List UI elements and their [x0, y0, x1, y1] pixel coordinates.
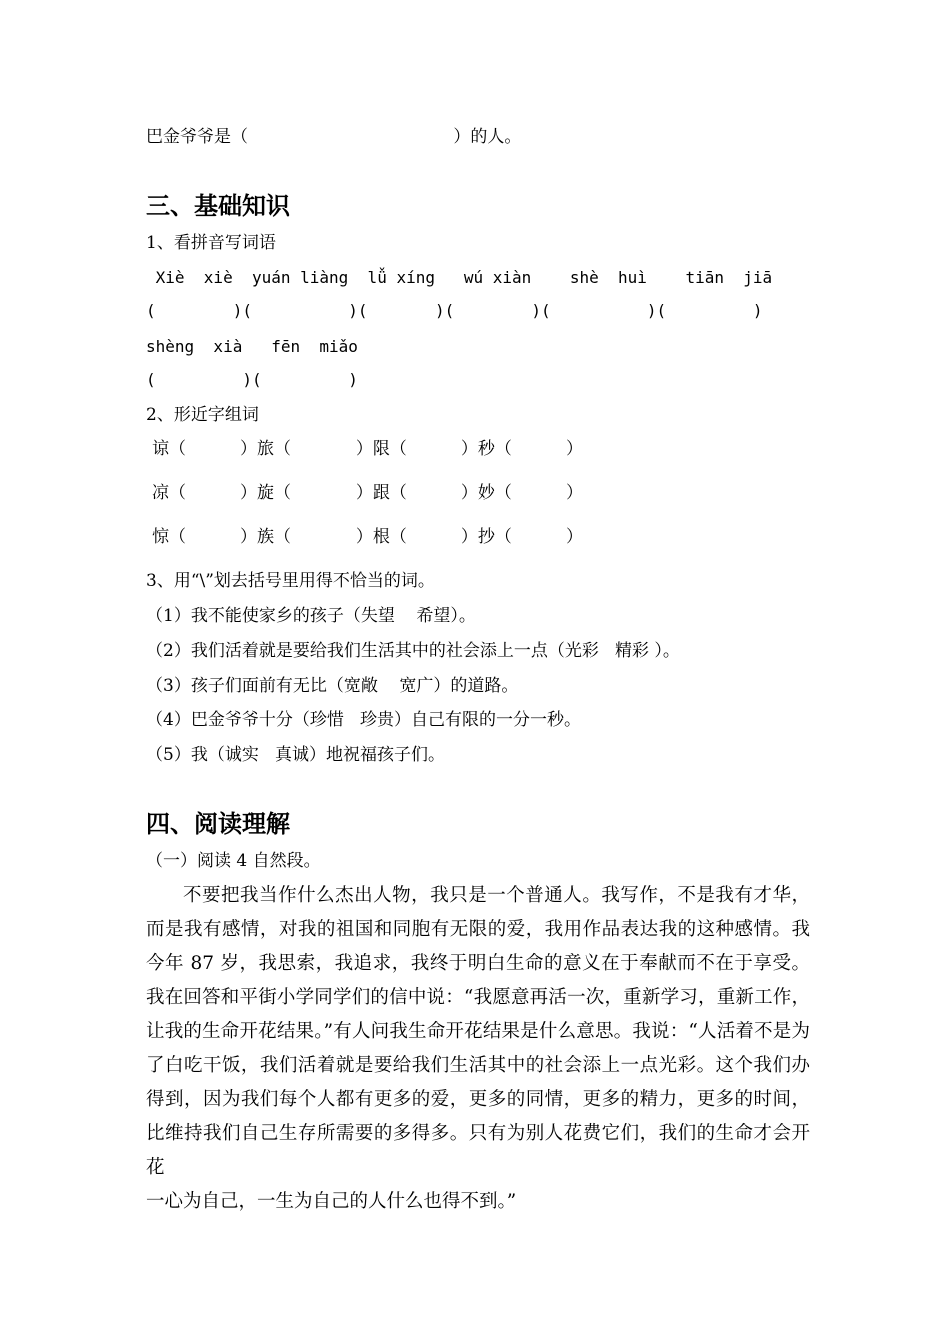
section-3-title: 三、基础知识 [146, 191, 290, 220]
reading-paragraph [146, 879, 810, 1219]
reading-subtitle: （一）阅读 4 自然段。 [146, 851, 321, 871]
q2-row: 惊（ ）族（ ）根（ ）抄（ ） [152, 527, 583, 547]
q3-title: 3、用“\”划去括号里用得不恰当的词。 [146, 571, 435, 591]
section-4-title: 四、阅读理解 [146, 809, 290, 838]
q2-row: 谅（ ）旅（ ）限（ ）秒（ ） [152, 439, 583, 459]
q3-item: （4）巴金爷爷十分（珍惜 珍贵）自己有限的一分一秒。 [146, 710, 582, 730]
reading-paragraph-text: 不要把我当作什么杰出人物，我只是一个普通人。我写作，不是我有才华，而是我有感情，对我的祖国和同胞有无限的爱，我用作品表达我的这种感情。我今年 87 岁，我思索，我追求，我终于明白生命的意义在于奉献而不在于享受。我在回答和平街小学同学们的信中说：“我愿意再活一次，重新学习，重新工作，让我的生命开花结果。”有人问我生命开花结果是什么意思。我说：“人活着不是为了白吃干饭，我们活着就是要给我们生活其中的社会添上一点光彩。这个我们办得到，因为我们每个人都有更多的爱，更多的同情，更多的精力，更多的时间，比维持我们自己生存所需要的多得多。只有为别人花费它们，我们的生命才会开花 [146, 885, 810, 1178]
q1-pinyin-row-1: Xiè xiè yuán liàng lǚ xíng wú xiàn shè huì tiān jiā [146, 268, 773, 287]
q2-title: 2、形近字组词 [146, 405, 259, 425]
q3-item: （2）我们活着就是要给我们生活其中的社会添上一点（光彩 精彩 ）。 [146, 641, 680, 661]
intro-line: 巴金爷爷是（ ）的人。 [146, 127, 522, 147]
q3-item: （3）孩子们面前有无比（宽敞 宽广）的道路。 [146, 676, 519, 696]
q1-pinyin-row-2: shèng xià fēn miǎo [146, 337, 358, 356]
q3-item: （1）我不能使家乡的孩子（失望 希望）。 [146, 606, 476, 626]
q1-title: 1、看拼音写词语 [146, 233, 276, 253]
q3-item: （5）我（诚实 真诚）地祝福孩子们。 [146, 745, 446, 765]
q1-blanks-row-1: ( )( )( )( )( )( ) [146, 301, 763, 320]
q1-blanks-row-2: ( )( ) [146, 370, 358, 389]
reading-last-line: 一心为自己，一生为自己的人什么也得不到。” [146, 1191, 517, 1212]
q2-row: 凉（ ）旋（ ）跟（ ）妙（ ） [152, 483, 583, 503]
